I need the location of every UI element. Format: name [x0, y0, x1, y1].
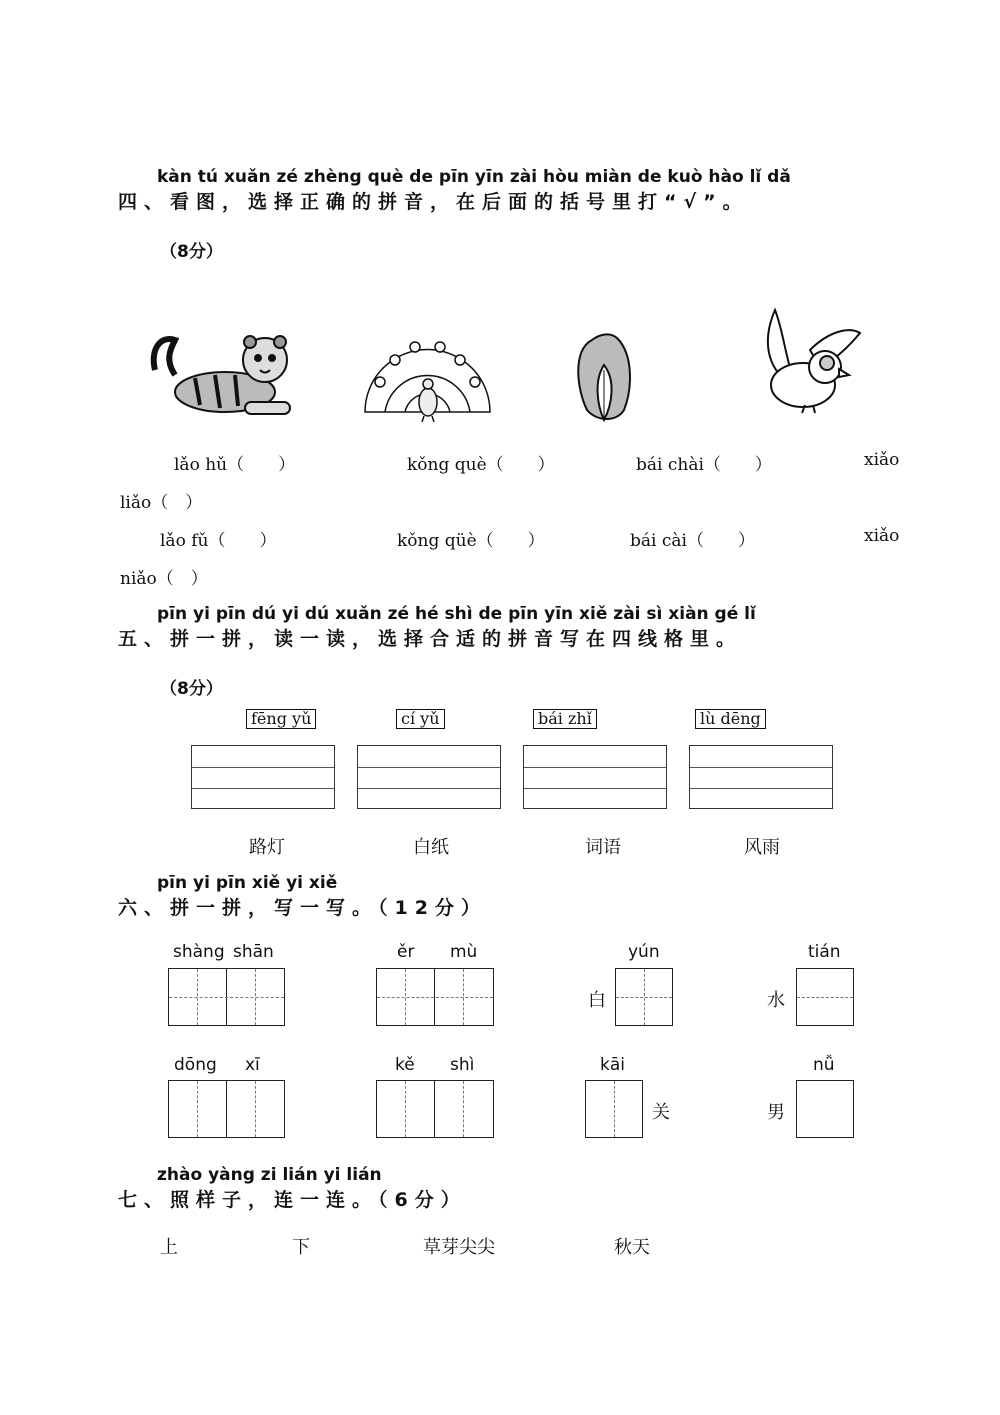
- tian-grid-nv[interactable]: [796, 1080, 854, 1138]
- s4-title: 四、看图，选择正确的拼音，在后面的括号里打“√”。: [118, 191, 749, 213]
- pinyin-ke: kě: [395, 1055, 415, 1075]
- char-guan: 关: [652, 1102, 670, 1123]
- word-feng-yu: 风雨: [744, 837, 780, 858]
- match-word-qiu-tian[interactable]: 秋天: [614, 1237, 650, 1258]
- cabbage-picture: [572, 330, 637, 425]
- pinyin-tian: tián: [808, 942, 841, 962]
- tiger-picture: [150, 330, 300, 420]
- option-niao[interactable]: niǎo（ ）: [120, 569, 208, 589]
- bird-picture: [755, 305, 865, 420]
- option-kong-que[interactable]: kǒng què（ ）: [407, 455, 555, 475]
- tian-grid-tian[interactable]: [796, 968, 854, 1026]
- four-line-grid-1[interactable]: [191, 745, 335, 809]
- char-nan: 男: [767, 1102, 785, 1123]
- option-lao-hu[interactable]: lǎo hǔ（ ）: [174, 455, 296, 475]
- pinyin-option-bai-zhi: bái zhǐ: [533, 709, 597, 729]
- char-shui: 水: [767, 990, 785, 1011]
- pinyin-shang: shàng: [173, 942, 225, 962]
- tian-grid-shang-shan[interactable]: [168, 968, 285, 1026]
- word-bai-zhi: 白纸: [413, 837, 449, 858]
- s7-pinyin: zhào yàng zi lián yi lián: [157, 1165, 382, 1185]
- s4-pinyin: kàn tú xuǎn zé zhèng què de pīn yīn zài hòu miàn de kuò hào lǐ dǎ: [157, 167, 791, 187]
- match-word-shang[interactable]: 上: [160, 1237, 178, 1258]
- pinyin-option-lu-deng: lù dēng: [695, 709, 766, 729]
- peacock-picture: [360, 322, 495, 422]
- pinyin-xi: xī: [245, 1055, 260, 1075]
- pinyin-option-ci-yu: cí yǔ: [396, 709, 445, 729]
- tian-grid-kai[interactable]: [585, 1080, 643, 1138]
- s6-title: 六、拼一拼，写一写。（12分）: [118, 897, 487, 919]
- s5-score: （8分）: [160, 679, 223, 699]
- option-xiao-1[interactable]: xiǎo: [864, 450, 900, 470]
- s4-score: （8分）: [160, 242, 223, 262]
- s5-pinyin: pīn yi pīn dú yi dú xuǎn zé hé shì de pīn yīn xiě zài sì xiàn gé lǐ: [157, 604, 756, 624]
- pinyin-dong: dōng: [174, 1055, 217, 1075]
- match-word-cao-ya-jian-jian[interactable]: 草芽尖尖: [423, 1237, 495, 1258]
- tian-grid-dong-xi[interactable]: [168, 1080, 285, 1138]
- option-liao[interactable]: liǎo（ ）: [120, 493, 203, 513]
- pinyin-yun: yún: [628, 942, 660, 962]
- pinyin-shi: shì: [450, 1055, 475, 1075]
- option-lao-fu[interactable]: lǎo fǔ（ ）: [160, 531, 277, 551]
- pinyin-er: ěr: [397, 942, 415, 962]
- pinyin-option-feng-yu: fēng yǔ: [246, 709, 316, 729]
- tian-grid-yun[interactable]: [615, 968, 673, 1026]
- char-bai: 白: [588, 990, 606, 1011]
- four-line-grid-4[interactable]: [689, 745, 833, 809]
- pinyin-mu: mù: [450, 942, 478, 962]
- s5-title: 五、拼一拼，读一读，选择合适的拼音写在四线格里。: [118, 628, 743, 650]
- word-ci-yu: 词语: [585, 837, 621, 858]
- option-kong-que-2[interactable]: kǒng qüè（ ）: [397, 531, 545, 551]
- s6-pinyin: pīn yi pīn xiě yi xiě: [157, 873, 338, 893]
- four-line-grid-3[interactable]: [523, 745, 667, 809]
- pinyin-shan: shān: [233, 942, 274, 962]
- pinyin-kai: kāi: [600, 1055, 625, 1075]
- four-line-grid-2[interactable]: [357, 745, 501, 809]
- tian-grid-ke-shi[interactable]: [376, 1080, 494, 1138]
- pinyin-nv: nǚ: [813, 1055, 835, 1075]
- option-bai-cai[interactable]: bái cài（ ）: [630, 531, 755, 551]
- match-word-xia[interactable]: 下: [292, 1237, 310, 1258]
- s7-title: 七、照样子，连一连。（6分）: [118, 1189, 467, 1211]
- tian-grid-er-mu[interactable]: [376, 968, 494, 1026]
- option-xiao-2[interactable]: xiǎo: [864, 526, 900, 546]
- option-bai-chai[interactable]: bái chài（ ）: [636, 455, 772, 475]
- word-lu-deng: 路灯: [249, 837, 285, 858]
